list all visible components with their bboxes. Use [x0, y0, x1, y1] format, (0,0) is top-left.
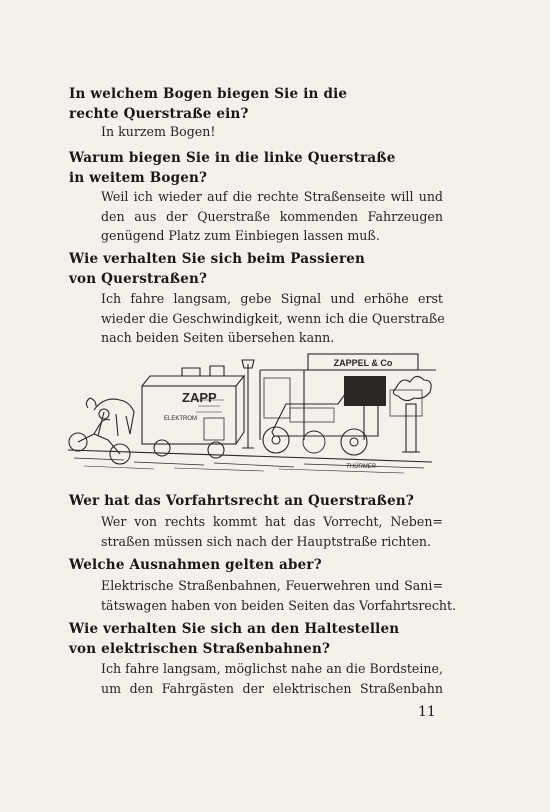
answer-2: Weil ich wieder auf die rechte Straßenseite will und den aus der Querstraße kommenden Fahrzeugen genügend Platz zum Einbiegen lassen muß.	[101, 189, 443, 243]
question-1: In welchem Bogen biegen Sie in die rechte Querstraße ein?	[69, 86, 348, 122]
artist-signature: THÜRMER	[346, 464, 376, 470]
answer-4: Wer von rechts kommt hat das Vorrecht, Neben= straßen müssen sich nach der Hauptstraße richten.	[101, 514, 443, 549]
answer-1: In kurzem Bogen!	[101, 124, 216, 139]
question-5: Welche Ausnahmen gelten aber?	[69, 557, 322, 573]
answer-3: Ich fahre langsam, gebe Signal und erhöhe erst wieder die Geschwindigkeit, wenn ich die Querstraße nach beiden Seiten übersehen kann.	[101, 291, 445, 345]
wagon-text-small: ELEKTROM	[164, 416, 198, 422]
wagon-text-large: ZAPP	[182, 390, 217, 405]
street-crossing-illustration	[64, 350, 436, 480]
question-6: Wie verhalten Sie sich an den Haltestellen von elektrischen Straßenbahnen?	[69, 621, 400, 657]
answer-5: Elektrische Straßenbahnen, Feuerwehren und Sani= tätswagen haben von beiden Seiten das Vorfahrtsrecht.	[101, 578, 457, 613]
answer-6: Ich fahre langsam, möglichst nahe an die Bordsteine, um den Fahrgästen der elektrischen Straßenbahn	[101, 661, 443, 696]
shop-sign-text: ZAPPEL & Co	[333, 358, 393, 368]
question-3: Wie verhalten Sie sich beim Passieren von Querstraßen?	[69, 251, 366, 287]
question-4: Wer hat das Vorfahrtsrecht an Querstraßen?	[69, 493, 414, 509]
question-2: Warum biegen Sie in die linke Querstraße in weitem Bogen?	[69, 150, 396, 186]
page-number: 11	[418, 704, 436, 720]
